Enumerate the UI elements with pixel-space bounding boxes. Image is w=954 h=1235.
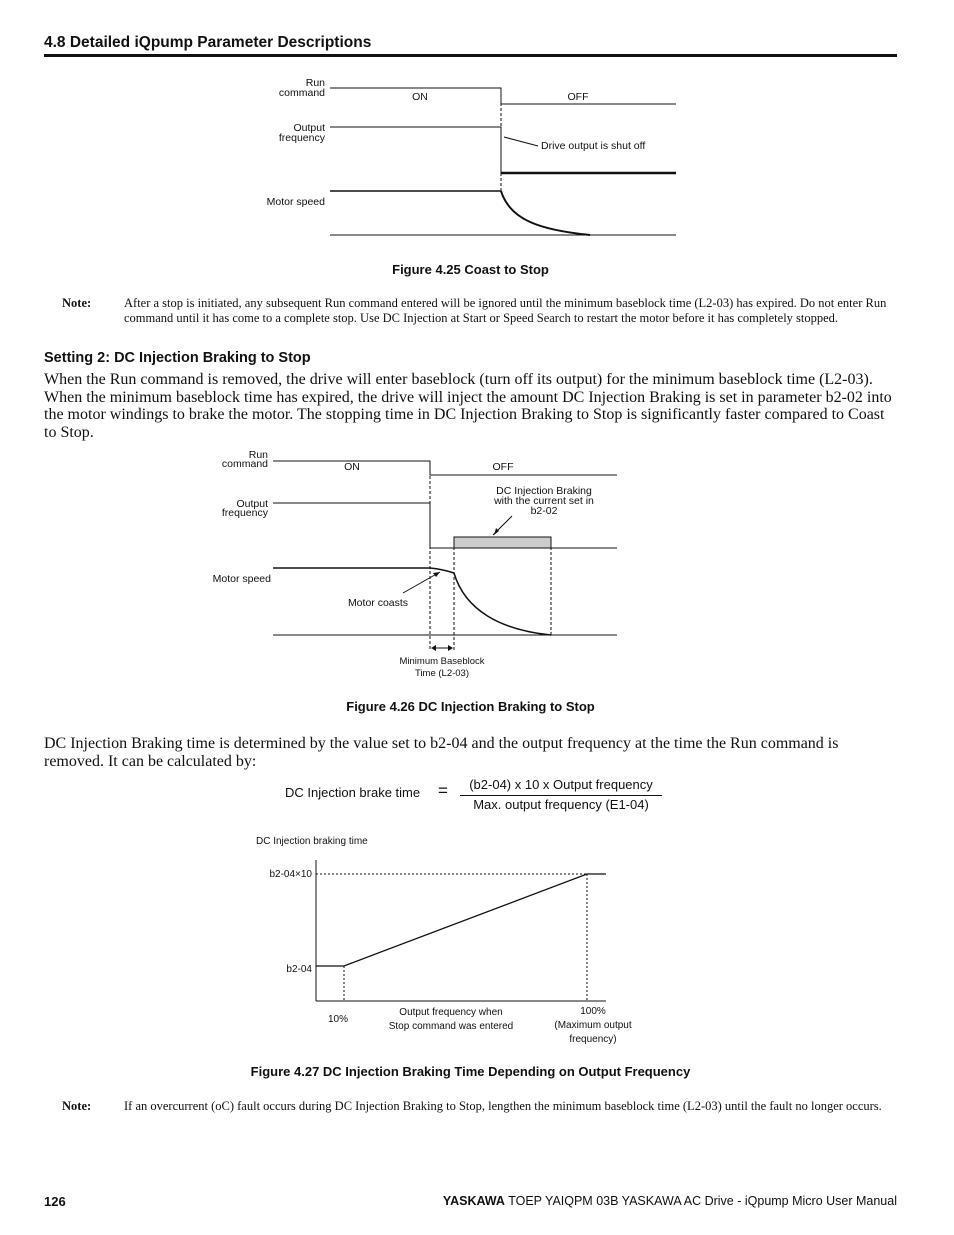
formula-lhs: DC Injection brake time (285, 785, 421, 800)
footer-brand: YASKAWA (442, 1194, 505, 1208)
fig25-on-label: ON (412, 91, 428, 103)
figure-dc-braking-time-chart (0, 825, 954, 1050)
fig25-run-command-signal (330, 88, 676, 104)
svg-text:frequency): frequency) (569, 1034, 617, 1045)
fig25-output-frequency-label: Output (293, 122, 325, 134)
note-1-label: Note: (62, 296, 92, 310)
fig25-off-label: OFF (567, 91, 589, 103)
fig25-motor-speed-label: Motor speed (266, 196, 325, 208)
formula-numerator: (b2-04) x 10 x Output frequency (469, 777, 653, 792)
svg-text:frequency: frequency (221, 507, 268, 519)
note-2-text: If an overcurrent (oC) fault occurs during DC Injection Braking to Stop, lengthen the minimum baseblock time (L2-03) until the fault no longer occurs. (124, 1099, 882, 1113)
fig27-y-top-label: b2-04×10 (269, 869, 312, 880)
figure-25-caption: Figure 4.25 Coast to Stop (392, 262, 549, 277)
svg-text:command: command (278, 87, 325, 99)
setting-2-paragraph: When the Run command is removed, the drive will enter baseblock (turn off its output) for the minimum baseblock time (L2-03). When the minimum baseblock time has expired, the drive will inject the amount DC Injection Braking is set in parameter b2-02 into the motor windings to brake the motor. The stopping time in DC Injection Braking to Stop is significantly faster compared to Coast to Stop. (44, 371, 892, 441)
fig25-run-command-label: Run (305, 77, 325, 89)
formula-denominator: Max. output frequency (E1-04) (473, 797, 649, 812)
note-2-label: Note: (62, 1099, 92, 1113)
fig26-run-command-signal (273, 461, 617, 475)
fig26-on-label: ON (344, 461, 360, 473)
svg-text:Stop command was entered: Stop command was entered (388, 1021, 514, 1032)
svg-text:Time (L2-03): Time (L2-03) (414, 668, 470, 679)
fig26-dc-braking-label: DC Injection Braking (496, 485, 592, 497)
svg-text:command: command (221, 458, 268, 470)
formula-fraction-bar (460, 795, 662, 796)
setting-2-heading: Setting 2: DC Injection Braking to Stop (44, 350, 311, 366)
figure-26-caption: Figure 4.26 DC Injection Braking to Stop (346, 699, 595, 714)
figure-27-caption: Figure 4.27 DC Injection Braking Time Depending on Output Frequency (250, 1064, 691, 1079)
fig26-coasts-leader (403, 572, 440, 593)
footer-doc-title (443, 1194, 897, 1208)
fig26-off-label: OFF (492, 461, 514, 473)
figure-dc-injection-braking (0, 445, 954, 685)
note-1-text: After a stop is initiated, any subsequent Run command entered will be ignored until the minimum baseblock time (L2-03) has expired. Do not enter Run command until it has come to a complete stop. Use DC Injection at Start or Speed Search to restart the motor before it has completely stopped. (124, 296, 887, 325)
fig27-x-mid-label: Output frequency when (399, 1007, 503, 1018)
svg-text:frequency: frequency (278, 132, 325, 144)
fig25-leader (504, 137, 538, 146)
fig25-drive-output-label: Drive output is shut off (541, 140, 646, 152)
formula-equals: = (438, 781, 448, 800)
fig26-dc-braking-block (454, 537, 551, 548)
fig27-braking-time-line (316, 874, 606, 966)
fig26-output-frequency-signal (273, 503, 617, 548)
fig26-min-baseblock-label: Minimum Baseblock (399, 656, 485, 667)
fig27-x-10-label: 10% (327, 1014, 349, 1025)
svg-text:with the current set in: with the current set in (494, 495, 594, 507)
fig26-output-frequency-label: Output (236, 498, 268, 510)
fig26-motor-speed-label: Motor speed (212, 573, 271, 585)
section-title: 4.8 Detailed iQpump Parameter Descriptions (44, 34, 372, 51)
calculation-paragraph: DC Injection Braking time is determined by the value set to b2-04 and the output frequency at the time the Run command is removed. It can be calculated by: (44, 735, 839, 770)
figure-coast-to-stop (0, 70, 954, 250)
footer-manual-title: TOEP YAIQPM 03B YASKAWA AC Drive - iQpump Micro User Manual (508, 1194, 897, 1208)
fig27-y-axis-title: DC Injection braking time (256, 836, 368, 847)
svg-text:b2-02: b2-02 (530, 505, 558, 517)
svg-text:(Maximum output: (Maximum output (554, 1020, 632, 1031)
page-number: 126 (44, 1194, 66, 1209)
fig26-motor-coasts-label: Motor coasts (347, 597, 409, 609)
header-rule (44, 54, 897, 57)
fig27-x-100-label: 100% (580, 1006, 606, 1017)
fig26-run-command-label: Run (248, 449, 268, 461)
fig27-y-bottom-label: b2-04 (286, 964, 312, 975)
